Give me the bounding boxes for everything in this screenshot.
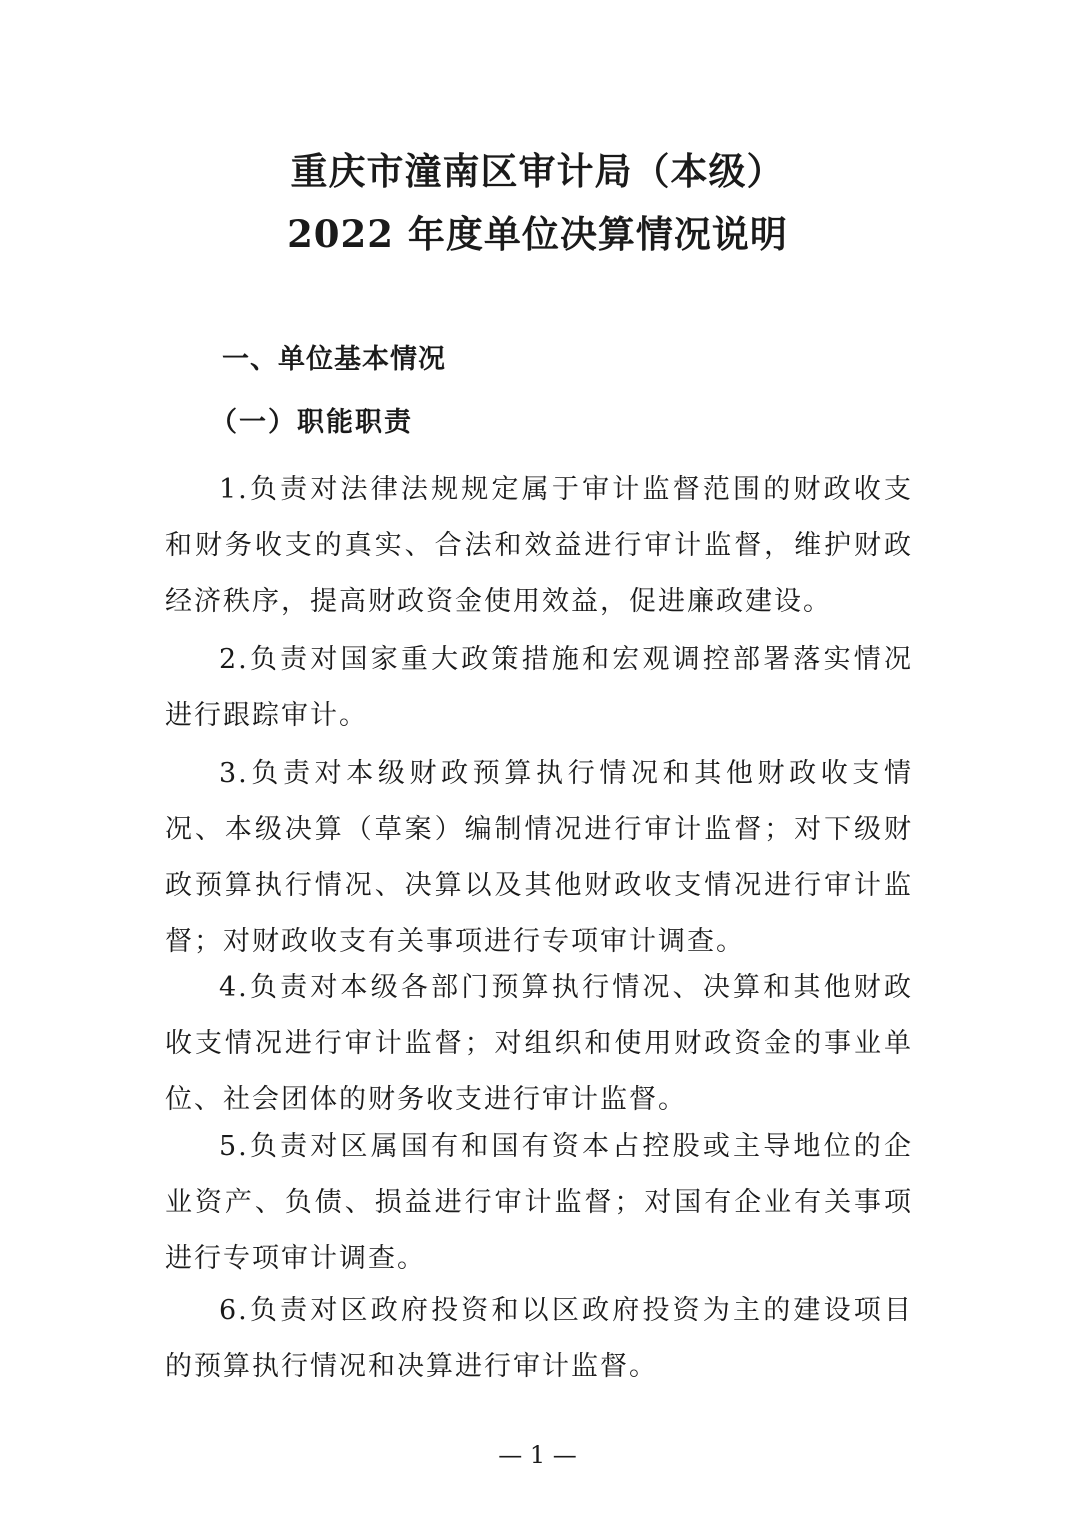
document-title-line2: 2022 年度单位决算情况说明 <box>287 212 788 256</box>
section-heading: 一、单位基本情况 <box>222 344 446 375</box>
page-number: — 1 — <box>498 1441 577 1469</box>
duty-paragraph-1: 1.负责对法律法规规定属于审计监督范围的财政收支和财务收支的真实、合法和效益进行审计监督，维护财政经济秩序，提高财政资金使用效益，促进廉政建设。 <box>165 474 913 617</box>
duty-paragraph-6: 6.负责对区政府投资和以区政府投资为主的建设项目的预算执行情况和决算进行审计监督。 <box>165 1295 913 1382</box>
subsection-heading: （一）职能职责 <box>210 407 413 438</box>
duty-paragraph-4: 4.负责对本级各部门预算执行情况、决算和其他财政收支情况进行审计监督；对组织和使用财政资金的事业单位、社会团体的财务收支进行审计监督。 <box>165 972 913 1115</box>
duty-paragraph-2: 2.负责对国家重大政策措施和宏观调控部署落实情况进行跟踪审计。 <box>165 644 913 731</box>
duty-paragraph-5: 5.负责对区属国有和国有资本占控股或主导地位的企业资产、负债、损益进行审计监督；对国有企业有关事项进行专项审计调查。 <box>165 1131 913 1274</box>
document-title-line1: 重庆市潼南区审计局（本级） <box>290 149 785 193</box>
duty-paragraph-3: 3.负责对本级财政预算执行情况和其他财政收支情况、本级决算（草案）编制情况进行审计监督；对下级财政预算执行情况、决算以及其他财政收支情况进行审计监督；对财政收支有关事项进行专项审计调查。 <box>165 758 913 957</box>
